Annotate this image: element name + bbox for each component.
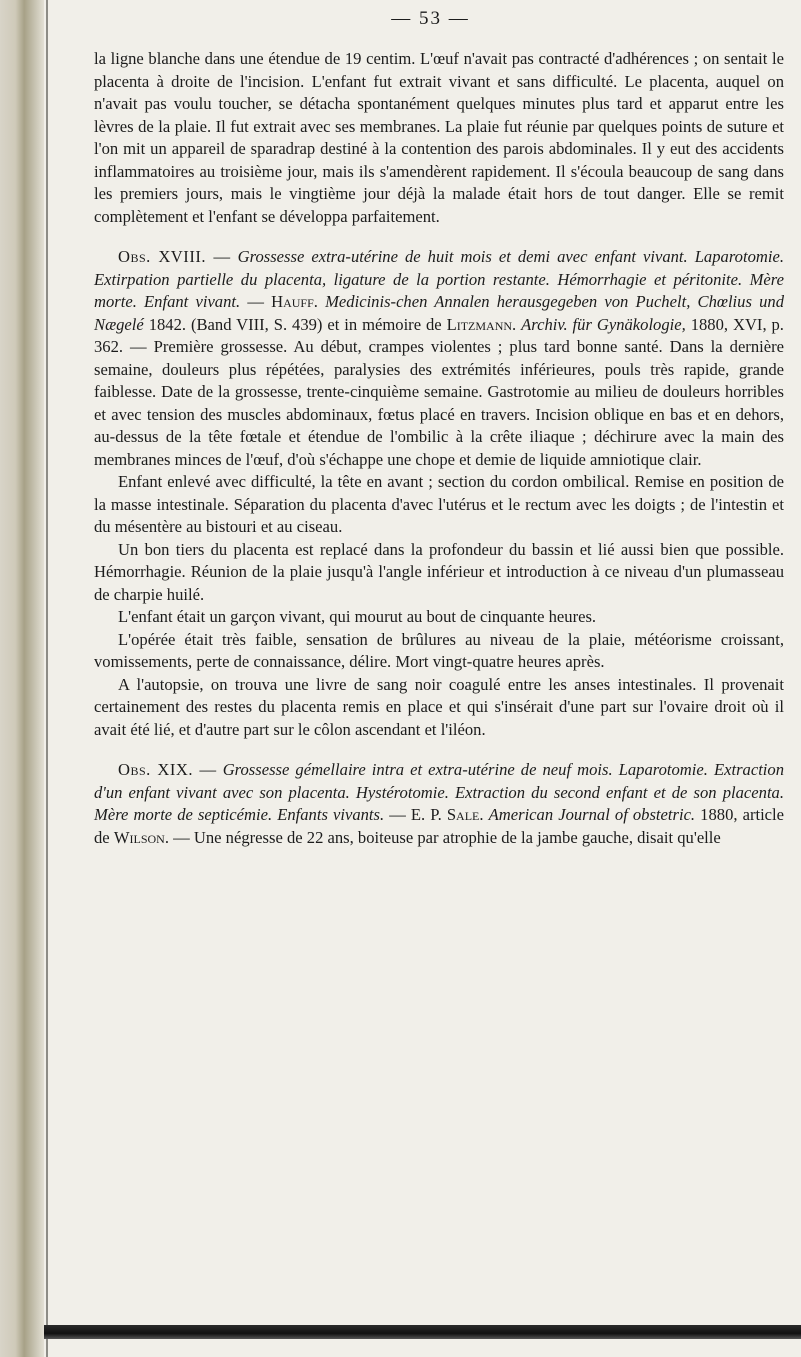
obs18-title: Grossesse extra-utérine de huit mois et demi avec enfant vivant. Laparotomie. Extirpation partielle du placenta, ligature de la portion restante. Hémorrhagie et péritonite. Mère morte. Enfant vivant. bbox=[94, 247, 784, 311]
obs18-ref2-author: Litzmann. bbox=[446, 314, 517, 334]
bottom-page-edge bbox=[44, 1325, 801, 1339]
page-number: — 53 — bbox=[391, 8, 470, 29]
obs18-ref1-sep: — bbox=[240, 292, 272, 311]
obs19-title: Grossesse gémellaire intra et extra-utérine de neuf mois. Laparotomie. Extraction d'un enfant vivant avec son placenta. Hystérotomie. Extraction du second enfant et de son placenta. Mère morte de septicémie. Enfants vivants. bbox=[94, 760, 785, 824]
obs18-paragraph-5: L'opérée était très faible, sensation de brûlures au niveau de la plaie, météorisme croissant, vomissements, perte de connaissance, délire. Mort vingt-quatre heures après. bbox=[94, 629, 784, 671]
obs18-paragraph-2: Enfant enlevé avec difficulté, la tête en avant ; section du cordon ombilical. Remise en position de la masse intestinale. Séparation du placenta d'avec l'utérus et le rectum avec les doigts ; de l'intestin et du mésentère au bistouri et au ciseau. bbox=[94, 472, 784, 536]
page-body bbox=[94, 48, 784, 849]
obs18-ref2-work: Archiv. für Gynäkologie, bbox=[521, 314, 686, 334]
obs19-ref1-author: E. P. Sale. bbox=[410, 805, 484, 824]
book-binding-shadow bbox=[0, 0, 44, 1357]
obs19-label: Obs. XIX. — bbox=[118, 760, 217, 779]
obs19-ref1-sep: — bbox=[384, 805, 411, 824]
obs19-ref2-author: Wilson. bbox=[113, 827, 169, 847]
obs18-paragraph-3: Un bon tiers du placenta est replacé dans la profondeur du bassin et lié aussi bien que possible. Hémorrhagie. Réunion de la plaie jusqu'à l'angle inférieur et introduction à ce niveau d'un plumasseau de charpie huilé. bbox=[94, 539, 784, 604]
obs18-ref1-author: Hauff. bbox=[271, 292, 318, 311]
obs19-ref1-work: American Journal of obstetric. bbox=[488, 805, 696, 824]
obs19-heading bbox=[94, 759, 784, 849]
binding-edge bbox=[46, 0, 48, 1357]
obs19-ref1-detail: 1880, article de bbox=[94, 805, 785, 847]
obs19-ref2-detail: — Une négresse de 22 ans, boiteuse par atrophie de la jambe gauche, disait qu'elle bbox=[173, 827, 721, 847]
obs18-ref2-detail: 1880, XVI, p. 362. — Première grossesse. Au début, crampes violentes ; plus tard bonne santé. Dans la dernière semaine, douleurs plus répétées, paralysies des extrémités inférieures, pouls très rapide, grande faiblesse. Date de la grossesse, trente-cinquième semaine. Gastrotomie au milieu de douleurs horribles et avec tension des muscles abdominaux, fœtus placé en travers. Incision oblique en bas et en dehors, au-dessus de la tête fœtale et étendue de l'ombilic à la crête iliaque ; déchirure avec la main des membranes minces de l'œuf, d'où s'échappe une chope et demie de liquide amniotique clair. bbox=[94, 314, 784, 469]
obs18-ref1-detail: 1842. (Band VIII, S. 439) et in mémoire de bbox=[148, 314, 442, 334]
continuation-paragraph: la ligne blanche dans une étendue de 19 centim. L'œuf n'avait pas contracté d'adhérences ; on sentait le placenta à droite de l'incision. L'enfant fut extrait vivant et sans difficulté. Le placenta, auquel on n'avait pas voulu toucher, se détacha spontanément quelques minutes plus tard et apparut entre les lèvres de la plaie. Il fut extrait avec ses membranes. La plaie fut réunie par quelques points de suture et l'on mit un appareil de sparadrap destiné à la contention des parois abdominales. Il y eut des accidents inflammatoires au troisième jour, mais ils s'amendèrent rapidement. Il s'écoula beaucoup de sang dans les premiers jours, mais le vingtième jour déjà la malade était hors de tout danger. Elle se remit complètement et l'enfant se développa parfaitement. bbox=[94, 49, 784, 226]
obs18-paragraph-6: A l'autopsie, on trouva une livre de sang noir coagulé entre les anses intestinales. Il provenait certainement des restes du placenta remis en place et qui s'insérait d'une part sur l'ovaire droit où il avait été lié, et d'autre part sur le côlon ascendant et l'iléon. bbox=[94, 674, 784, 739]
obs18-label: Obs. XVIII. — bbox=[118, 247, 231, 266]
observation-19 bbox=[94, 759, 784, 849]
obs18-heading bbox=[94, 246, 784, 471]
obs18-paragraph-4: L'enfant était un garçon vivant, qui mourut au bout de cinquante heures. bbox=[118, 607, 597, 626]
obs18-ref1-work: Medicinis-chen Annalen herausgegeben von Puchelt, Chœlius und Nægelé bbox=[94, 292, 784, 334]
observation-18 bbox=[94, 246, 784, 741]
